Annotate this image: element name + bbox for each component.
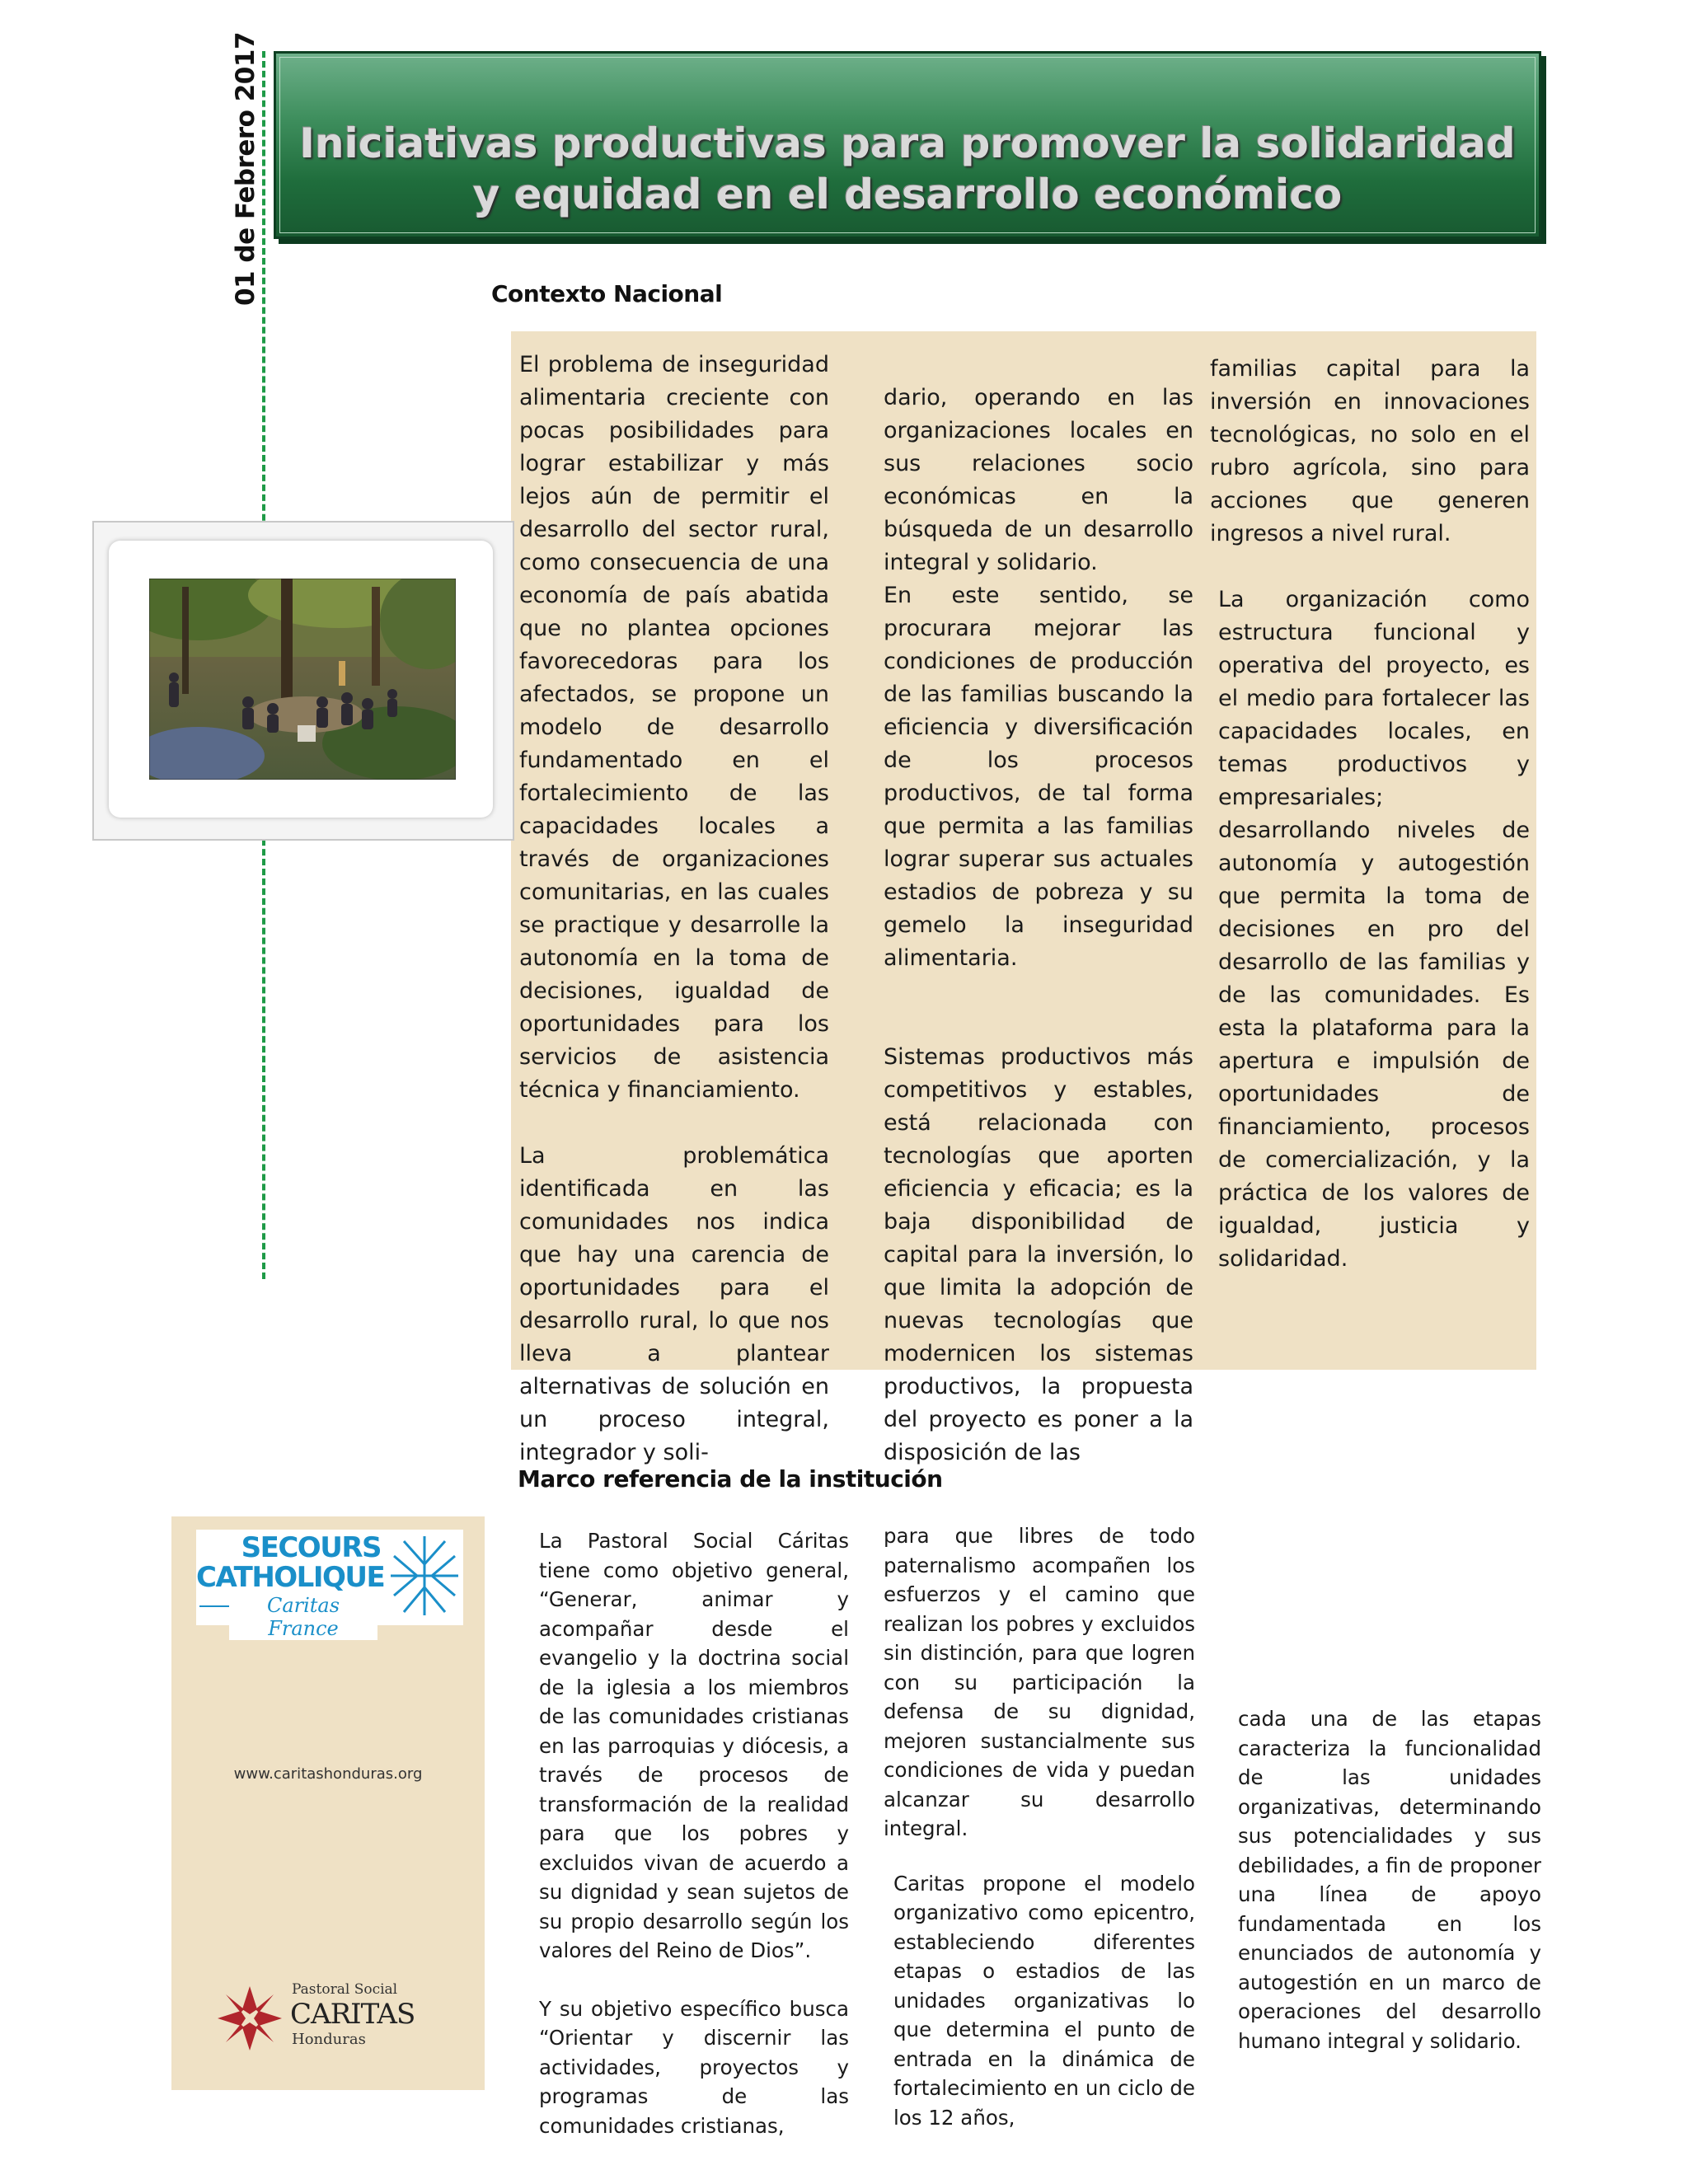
paragraph: La organización como estructura funcional y operativa del proyecto, es el medio para fortalecer las capacidades locales, en temas productivos y empresariales; desarrollando niveles de autonomía y autogestión que permita la toma de decisiones en pro del desarrollo de las familias y de las comunidades. Es esta la plataforma para la apertura e impulsión de oportunidades de financiamiento, procesos de comercialización, y la práctica de los valores de igualdad, justicia y solidaridad. <box>1218 587 1530 1272</box>
title-line-2: y equidad en el desarrollo económico <box>472 171 1343 218</box>
paragraph: La problemática identificada en las comunidades nos indica que hay una carencia de oportunidades para el desarrollo rural, lo que nos lleva a plantear alternativas de solución en un proceso integral, integrador y soli- <box>519 1143 829 1465</box>
marco-column-1 <box>539 1526 849 2140</box>
paragraph: para que libres de todo paternalismo acompañen los esfuerzos y el camino que realizan los pobres y excluidos sin distinción, para que logren con su participación la defensa de su dignidad, mejoren sustancialmente sus condiciones de vida y puedan alcanzar su desarrollo integral. <box>884 1524 1195 1840</box>
secours-catholique-logo <box>196 1530 463 1640</box>
title-banner <box>274 51 1541 239</box>
caritas-cross-icon <box>387 1533 462 1620</box>
section-heading-marco: Marco referencia de la institución <box>518 1465 943 1493</box>
contexto-column-1 <box>519 349 829 1469</box>
secours-logo-line-3: Caritas France <box>229 1594 377 1640</box>
marco-column-3 <box>1238 1704 1541 2055</box>
paragraph: Y su objetivo específico busca “Orientar y discernir las actividades, proyectos y programas de las comunidades cristianas, <box>539 1996 849 2138</box>
caritas-honduras-logo <box>216 1980 442 2050</box>
paragraph: cada una de las etapas caracteriza la funcionalidad de las unidades organizativas, determinando sus potencialidades y sus debilidades, a fin de proponer una línea de apoyo fundamentada en los enunciados de autonomía y autogestión en un marco de operaciones del desarrollo humano integral y solidario. <box>1238 1707 1541 2053</box>
caritas-logo-line-1: Pastoral Social <box>292 1981 398 1998</box>
title-line-1: Iniciativas productivas para promover la solidaridad <box>299 120 1516 167</box>
community-photo <box>149 579 456 780</box>
paragraph: Caritas propone el modelo organizativo como epicentro, estableciendo diferentes etapas o estadios de las unidades organizativas lo que determina el punto de entrada en la dinámica de fortalecimiento en un ciclo de los 12 años, <box>893 1871 1195 2130</box>
page-title <box>276 118 1539 220</box>
contexto-column-3 <box>1210 353 1530 1276</box>
website-link[interactable]: www.caritashonduras.org <box>233 1765 423 1783</box>
paragraph: dario, operando en las organizaciones locales en sus relaciones socio económicas en la búsqueda de un desarrollo integral y solidario. En este sentido, se procurara mejorar las condiciones de producción de las familias buscando la eficiencia y diversificación de los procesos productivos, de tal forma que permita a las familias lograr superar sus actuales estadios de pobreza y su gemelo la inseguridad alimentaria. <box>884 385 1193 971</box>
paragraph: El problema de inseguridad alimentaria creciente con pocas posibilidades para lograr estabilizar y más lejos aún de permitir el desarrollo del sector rural, como consecuencia de una economía de país abatida que no plantea opciones favorecedoras para los afectados, se propone un modelo de desarrollo fundamentado en el fortalecimiento de las capacidades locales a través de organizaciones comunitarias, en las cuales se practique y desarrolle la autonomía en la toma de decisiones, igualdad de oportunidades para los servicios de asistencia técnica y financiamiento. <box>519 352 829 1103</box>
contexto-column-2 <box>884 349 1193 1502</box>
paragraph: Sistemas productivos más competitivos y estables, está relacionada con tecnologías que aporten eficiencia y eficacia; es la baja disponibilidad de capital para la inversión, lo que limita la adopción de nuevas tecnologías que modernicen los sistemas productivos, la propuesta del proyecto es poner a la disposición de las <box>884 1044 1193 1465</box>
secours-logo-line-2: CATHOLIQUE <box>196 1561 385 1594</box>
issue-date-text: 01 de Febrero 2017 <box>231 31 260 307</box>
paragraph: La Pastoral Social Cáritas tiene como objetivo general, “Generar, animar y acompañar desde el evangelio y la doctrina social de la iglesia a los miembros de las comunidades cristianas en las parroquias y diócesis, a través de procesos de transformación de la realidad para que los pobres y excluidos vivan de acuerdo a su dignidad y sean sujetos de su propio desarrollo según los valores del Reino de Dios”. <box>539 1529 849 1962</box>
paragraph: familias capital para la inversión en innovaciones tecnológicas, no solo en el rubro agrícola, sino para acciones que generen ingresos a nivel rural. <box>1210 356 1530 546</box>
caritas-honduras-cross-icon <box>216 1985 284 2052</box>
community-photo-image <box>149 579 456 780</box>
caritas-logo-line-2: CARITAS <box>290 1998 415 2031</box>
caritas-logo-line-3: Honduras <box>292 2031 366 2048</box>
marco-column-2 <box>884 1521 1195 2132</box>
secours-logo-line-1: SECOURS <box>241 1531 381 1564</box>
section-heading-contexto: Contexto Nacional <box>491 280 723 307</box>
